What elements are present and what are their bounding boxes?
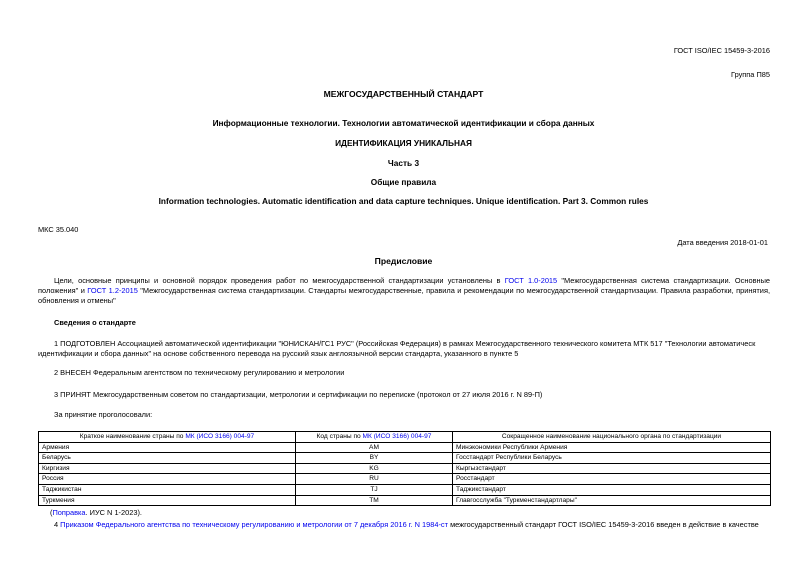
standard-group: Группа П85 xyxy=(730,70,770,79)
header-country-name: Краткое наименование страны по МК (ИСО 3166) 004-97 xyxy=(39,432,296,443)
header-country-code: Код страны по МК (ИСО 3166) 004-97 xyxy=(296,432,453,443)
goals-text-1: Цели, основные принципы и основной порядок проведения работ по межгосударственной стандартизации установлены в xyxy=(54,276,505,285)
title-part: Часть 3 xyxy=(387,158,420,168)
standards-body: Кыргызстандарт xyxy=(453,463,771,474)
preface-goals-paragraph xyxy=(38,276,770,306)
mk-iso-3166-link[interactable]: МК (ИСО 3166) 004-97 xyxy=(362,433,432,440)
country-code: TJ xyxy=(296,484,453,495)
country-code: BY xyxy=(296,453,453,464)
gost-1-2-2015-link[interactable]: ГОСТ 1.2-2015 xyxy=(87,285,138,295)
countries-table xyxy=(38,431,771,506)
goals-text-2: "Межгосударственная система стандартизации. Основные положения" и xyxy=(38,276,771,295)
header-standards-body: Сокращенное наименование национального органа по стандартизации xyxy=(453,432,771,443)
table-row xyxy=(39,442,771,453)
country-code: KG xyxy=(296,463,453,474)
about-standard-heading: Сведения о стандарте xyxy=(54,318,136,327)
item-3-adopted: 3 ПРИНЯТ Межгосударственным советом по стандартизации, метрологии и сертификации по переписке (протокол от 27 июля 2016 г. N 89-П) xyxy=(54,390,543,399)
intro-date: Дата введения 2018-01-01 xyxy=(677,238,768,247)
country-name: Беларусь xyxy=(39,453,296,464)
country-code: RU xyxy=(296,474,453,485)
standards-body: Главгосслужба "Туркменстандартлары" xyxy=(453,495,771,506)
correction-note: (Поправка. ИУС N 1-2023). xyxy=(50,508,142,517)
country-name: Туркмения xyxy=(39,495,296,506)
table-row xyxy=(39,474,771,485)
title-english: Information technologies. Automatic identification and data capture techniques. Unique identification. Part 3. Common rules xyxy=(158,196,649,206)
country-code: TM xyxy=(296,495,453,506)
item-2-introduced: 2 ВНЕСЕН Федеральным агентством по техническому регулированию и метрологии xyxy=(54,368,345,377)
country-name: Киргизия xyxy=(39,463,296,474)
title-rules: Общие правила xyxy=(370,177,437,187)
standards-body: Таджикстандарт xyxy=(453,484,771,495)
table-row xyxy=(39,453,771,464)
goals-text-3: "Межгосударственная система стандартизации. Стандарты межгосударственные, правила и рекомендации по межгосударственной стандартизации. Правила разработки, принятия, обновления и отмены" xyxy=(38,285,770,305)
mk-iso-3166-link[interactable]: МК (ИСО 3166) 004-97 xyxy=(185,433,255,440)
gost-1-0-2015-link[interactable]: ГОСТ 1.0-2015 xyxy=(504,276,558,285)
correction-link[interactable]: Поправка xyxy=(52,508,86,517)
item-1-prepared-line2: идентификации и сбора данных" на основе собственного перевода на русский язык англоязычной версии стандарта, указанного в пункте 5 xyxy=(38,349,519,358)
title-identification: ИДЕНТИФИКАЦИЯ УНИКАЛЬНАЯ xyxy=(335,138,472,148)
standard-code: ГОСТ ISO/IEC 15459-3-2016 xyxy=(673,46,770,55)
table-header-row xyxy=(39,432,771,443)
mks-code: МКС 35.040 xyxy=(38,225,79,234)
title-russian: Информационные технологии. Технологии автоматической идентификации и сбора данных xyxy=(212,118,595,128)
document-title: МЕЖГОСУДАРСТВЕННЫЙ СТАНДАРТ xyxy=(323,89,484,99)
item-4-order: 4 Приказом Федерального агентства по техническому регулированию и метрологии от 7 декабря 2016 г. N 1984-ст межгосударственный стандарт ГОСТ ISO/IEC 15459-3-2016 введен в действие в качестве xyxy=(54,520,759,529)
country-name: Россия xyxy=(39,474,296,485)
item-1-prepared-line1: 1 ПОДГОТОВЛЕН Ассоциацией автоматической идентификации "ЮНИСКАН/ГС1 РУС" (Российская Федерация) в рамках Межгосударственного технического комитета МТК 517 "Технологии автоматическ xyxy=(54,339,756,348)
country-name: Армения xyxy=(39,442,296,453)
rosstandart-order-link[interactable]: Приказом Федерального агентства по техническому регулированию и метрологии от 7 декабря 2016 г. N 1984-ст xyxy=(60,520,449,529)
table-row xyxy=(39,495,771,506)
standards-body: Минэкономики Республики Армения xyxy=(453,442,771,453)
preface-heading: Предисловие xyxy=(374,256,433,266)
table-row xyxy=(39,463,771,474)
table-row xyxy=(39,484,771,495)
country-code: AM xyxy=(296,442,453,453)
country-name: Таджикистан xyxy=(39,484,296,495)
standards-body: Росстандарт xyxy=(453,474,771,485)
standards-body: Госстандарт Республики Беларусь xyxy=(453,453,771,464)
voted-label: За принятие проголосовали: xyxy=(54,410,153,419)
